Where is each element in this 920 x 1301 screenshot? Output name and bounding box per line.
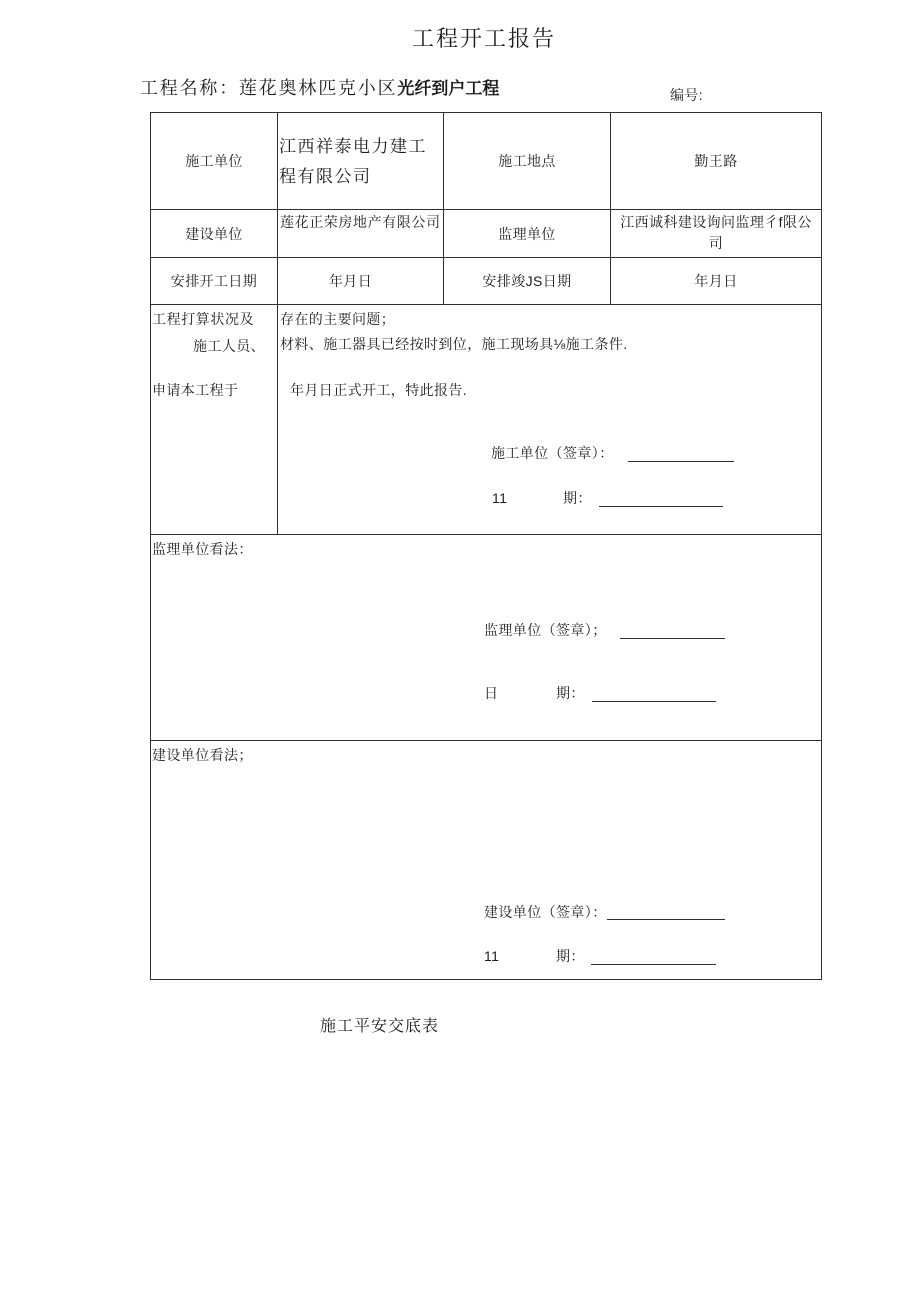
planned-end-label: 安排竣JS日期 [482, 273, 572, 289]
application-label-line-3: 申请本工程于 [152, 382, 239, 398]
contractor-signature-label: 施工单位（签章）： [491, 445, 614, 461]
contractor-date-label-a: 11 [492, 490, 508, 506]
site-value: 勤王路 [694, 153, 738, 169]
contractor-value-line-2: 程有限公司 [279, 167, 372, 187]
supervisor-value-line-1: 江西诚科建设询问监理彳f限公 [620, 214, 812, 230]
site-label-cell [443, 112, 611, 210]
supervisor-label-cell [443, 209, 611, 258]
issues-label: 存在的主要问题； [280, 311, 396, 327]
application-label-line-1: 工程打算状况及 [152, 311, 255, 327]
supervisor-opinion-cell [150, 534, 822, 741]
supervisor-date-label-b: 期： [556, 685, 585, 701]
owner-date-label-a: 11 [484, 948, 500, 964]
owner-label-cell [150, 209, 278, 258]
owner-value-cell [277, 209, 444, 258]
owner-value: 莲花正荣房地产有限公司 [280, 214, 441, 230]
application-label-cell [150, 304, 278, 535]
serial-number-label: 编号: [670, 87, 704, 103]
planned-end-value-cell [610, 257, 822, 305]
supervisor-signature-label: 监理单位（签章）； [484, 622, 607, 638]
project-name-main: 莲花奥林匹克小区 [239, 78, 398, 99]
owner-signature-label: 建设单位（签章）： [484, 904, 607, 920]
contractor-date-label-b: 期： [563, 490, 592, 506]
supervisor-value-line-2: 司 [708, 235, 724, 251]
owner-opinion-cell [150, 740, 822, 980]
readiness-statement: 材料、施工器具已经按时到位，施工现场具⅛施工条件. [280, 336, 628, 352]
document-title: 工程开工报告 [412, 27, 557, 52]
supervisor-date-line [592, 701, 716, 702]
project-name-line [140, 78, 499, 101]
planned-start-label-cell [150, 257, 278, 305]
supervisor-date-label-a: 日 [484, 685, 499, 701]
owner-label: 建设单位 [185, 225, 243, 242]
planned-start-value: 年月日 [328, 273, 373, 289]
contractor-signature-line [628, 461, 734, 462]
contractor-date-line [599, 506, 723, 507]
contractor-value-cell [277, 112, 444, 210]
planned-start-label: 安排开工日期 [170, 273, 258, 289]
application-label-line-2: 施工人员、 [193, 338, 265, 354]
application-content-cell [277, 304, 822, 535]
site-label: 施工地点 [498, 153, 556, 169]
supervisor-value [611, 212, 821, 254]
footer-section-title: 施工平安交底表 [320, 1018, 440, 1035]
contractor-value-line-1: 江西祥泰电力建工 [279, 137, 427, 157]
supervisor-value-cell [610, 209, 822, 258]
owner-date-label-b: 期： [556, 948, 585, 964]
planned-start-value-cell [277, 257, 444, 305]
supervisor-label: 监理单位 [498, 225, 556, 242]
contractor-label: 施工单位 [185, 153, 243, 169]
supervisor-opinion-label: 监理单位看法： [152, 541, 253, 557]
planned-end-value: 年月日 [694, 273, 738, 289]
owner-opinion-label: 建设单位看法； [152, 747, 253, 763]
start-statement: 年月日正式开工，特此报告. [290, 382, 468, 398]
supervisor-signature-line [620, 638, 725, 639]
owner-date-line [591, 964, 716, 965]
contractor-value [279, 132, 427, 192]
contractor-label-cell [150, 112, 278, 210]
planned-end-label-cell [443, 257, 611, 305]
project-name-label: 工程名称： [140, 78, 239, 99]
site-value-cell [610, 112, 822, 210]
owner-signature-line [607, 919, 725, 920]
project-name-suffix: 光纤到户工程 [397, 79, 500, 98]
